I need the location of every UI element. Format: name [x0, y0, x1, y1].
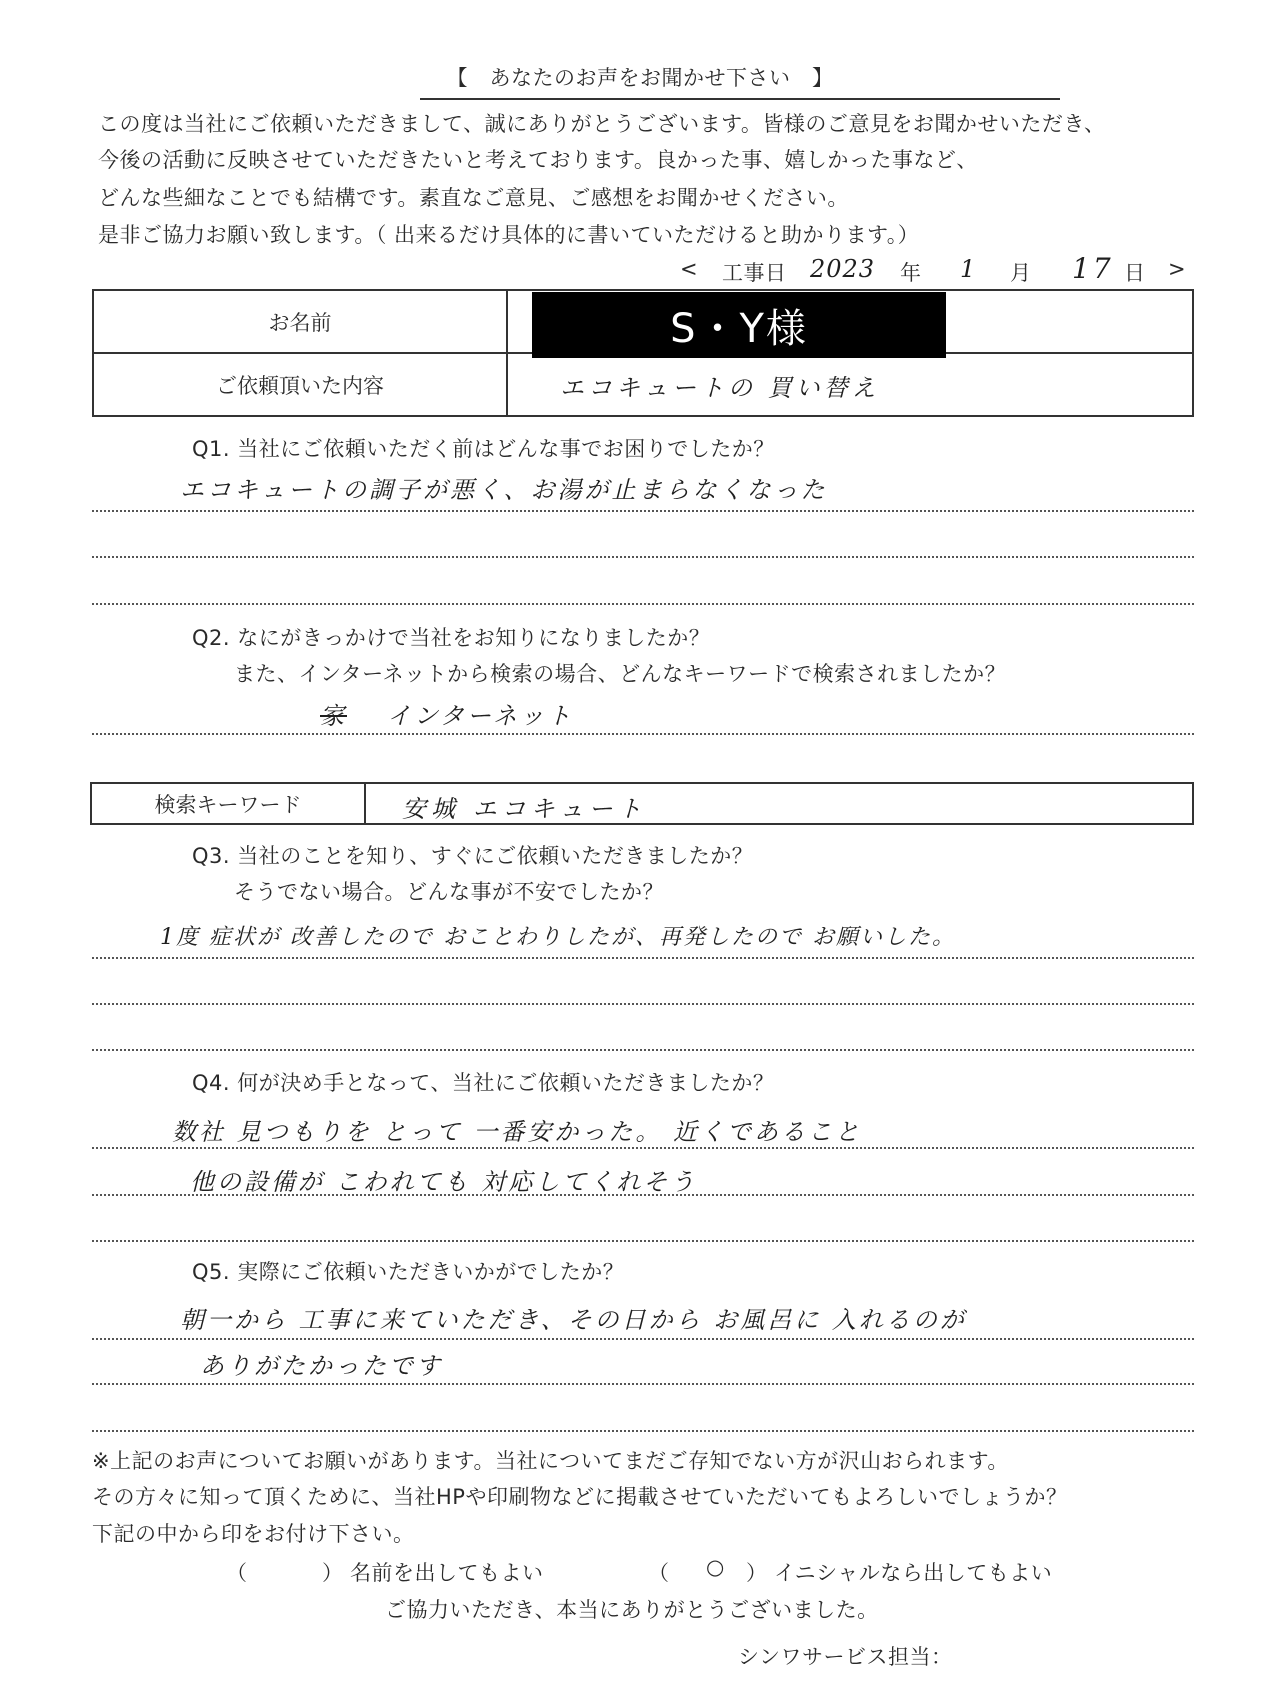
- keyword-cell: [365, 783, 1193, 824]
- name-label: お名前: [93, 290, 507, 353]
- q3-question-2: そうでない場合。どんな事が不安でしたか？: [234, 880, 664, 904]
- q4-answer-1: 数社 見つもりを とって 一番安かった。 近くであること: [172, 1118, 863, 1146]
- notice-line-3: 下記の中から印をお付け下さい。: [92, 1522, 415, 1546]
- q1-question: Q1. 当社にご依頼いただく前はどんな事でお困りでしたか？: [192, 437, 775, 461]
- q5-answer-line-2: [92, 1383, 1194, 1385]
- thanks-text: ご協力いただき、本当にありがとうございました。: [385, 1598, 879, 1622]
- intro-line-1: この度は当社にご依頼いただきまして、誠にありがとうございます。皆様のご意見をお聞かせいただき、: [98, 112, 1106, 136]
- intro-line-2: 今後の活動に反映させていただきたいと考えております。良かった事、嬉しかった事など、: [98, 148, 978, 172]
- q1-answer-line-3: [92, 603, 1194, 605]
- intro-line-4: 是非ご協力お願い致します。（ 出来るだけ具体的に書いていただけると助かります。）: [98, 223, 920, 247]
- q4-answer-line-3: [92, 1240, 1194, 1242]
- q5-question: Q5. 実際にご依頼いただきいかがでしたか？: [192, 1260, 625, 1284]
- keyword-value: 安城 エコキュート: [402, 795, 647, 823]
- q2-question-1: Q2. なにがきっかけで当社をお知りになりましたか？: [192, 626, 711, 650]
- q3-answer-line-2: [92, 1003, 1194, 1005]
- work-date-year: 2023: [810, 255, 876, 283]
- request-cell: [507, 353, 1193, 416]
- consent-initial-close: ）: [746, 1561, 767, 1585]
- work-date-month-unit: 月: [1010, 261, 1032, 285]
- q4-question: Q4. 何が決め手となって、当社にご依頼いただきましたか？: [192, 1071, 775, 1095]
- consent-initial-open: （: [648, 1561, 669, 1585]
- q3-answer: 1度 症状が 改善したので おことわりしたが、再発したので お願いした。: [160, 925, 956, 950]
- company-name: シンワサービス: [738, 1645, 888, 1669]
- request-value: エコキュートの 買い替え: [560, 374, 880, 402]
- name-redaction: S・Y様: [532, 292, 946, 358]
- work-date-label: 工事日: [722, 261, 787, 285]
- q4-answer-2: 他の設備が こわれても 対応してくれそう: [190, 1168, 698, 1196]
- q5-answer-2: ありがたかったです: [200, 1352, 443, 1380]
- keyword-table: [90, 782, 1194, 825]
- q5-answer-line-1: [92, 1338, 1194, 1340]
- work-date-year-unit: 年: [900, 261, 922, 285]
- work-date-close: >: [1168, 257, 1187, 281]
- notice-line-1: ※上記のお声についてお願いがあります。当社についてまだご存知でない方が沢山おられます。: [92, 1449, 1009, 1473]
- consent-initial-mark: ○: [706, 1555, 725, 1579]
- page-title: 【 あなたのお声をお聞かせ下さい 】: [446, 66, 834, 90]
- q1-answer-line-2: [92, 556, 1194, 558]
- work-date-month: 1: [960, 255, 979, 283]
- q2-answer: [320, 696, 574, 731]
- q3-answer-line-3: [92, 1049, 1194, 1051]
- q1-answer: エコキュートの調子が悪く、お湯が止まらなくなった: [180, 476, 828, 504]
- q5-answer-line-3: [92, 1430, 1194, 1432]
- work-date-open: <: [680, 257, 699, 281]
- q1-answer-line-1: [92, 510, 1194, 512]
- staff-label: 担当：: [888, 1645, 953, 1669]
- consent-name-close: ）: [322, 1561, 343, 1585]
- q2-answer-text: インターネット: [387, 702, 574, 730]
- work-date-day-unit: 日: [1124, 261, 1146, 285]
- request-label: ご依頼頂いた内容: [93, 353, 507, 416]
- q2-answer-line: [92, 733, 1194, 735]
- q2-question-2: また、インターネットから検索の場合、どんなキーワードで検索されましたか？: [234, 662, 1007, 686]
- q4-answer-line-1: [92, 1147, 1194, 1149]
- q2-answer-crossed-out: 家: [320, 702, 347, 730]
- consent-name-open: （: [226, 1561, 247, 1585]
- q4-answer-line-2: [92, 1194, 1194, 1196]
- keyword-label: 検索キーワード: [91, 783, 365, 824]
- intro-line-3: どんな些細なことでも結構です。素直なご意見、ご感想をお聞かせください。: [98, 186, 849, 210]
- q3-question-1: Q3. 当社のことを知り、すぐにご依頼いただきましたか？: [192, 844, 754, 868]
- consent-initial-label: イニシャルなら出してもよい: [774, 1561, 1053, 1585]
- work-date-day: 17: [1072, 252, 1114, 285]
- title-underline: [420, 98, 1060, 100]
- notice-line-2: その方々に知って頂くために、当社HPや印刷物などに掲載させていただいてもよろしいでしょうか？: [92, 1485, 1068, 1509]
- consent-name-label: 名前を出してもよい: [350, 1561, 544, 1585]
- q5-answer-1: 朝一から 工事に来ていただき、その日から お風呂に 入れるのが: [180, 1306, 967, 1334]
- q3-answer-line-1: [92, 957, 1194, 959]
